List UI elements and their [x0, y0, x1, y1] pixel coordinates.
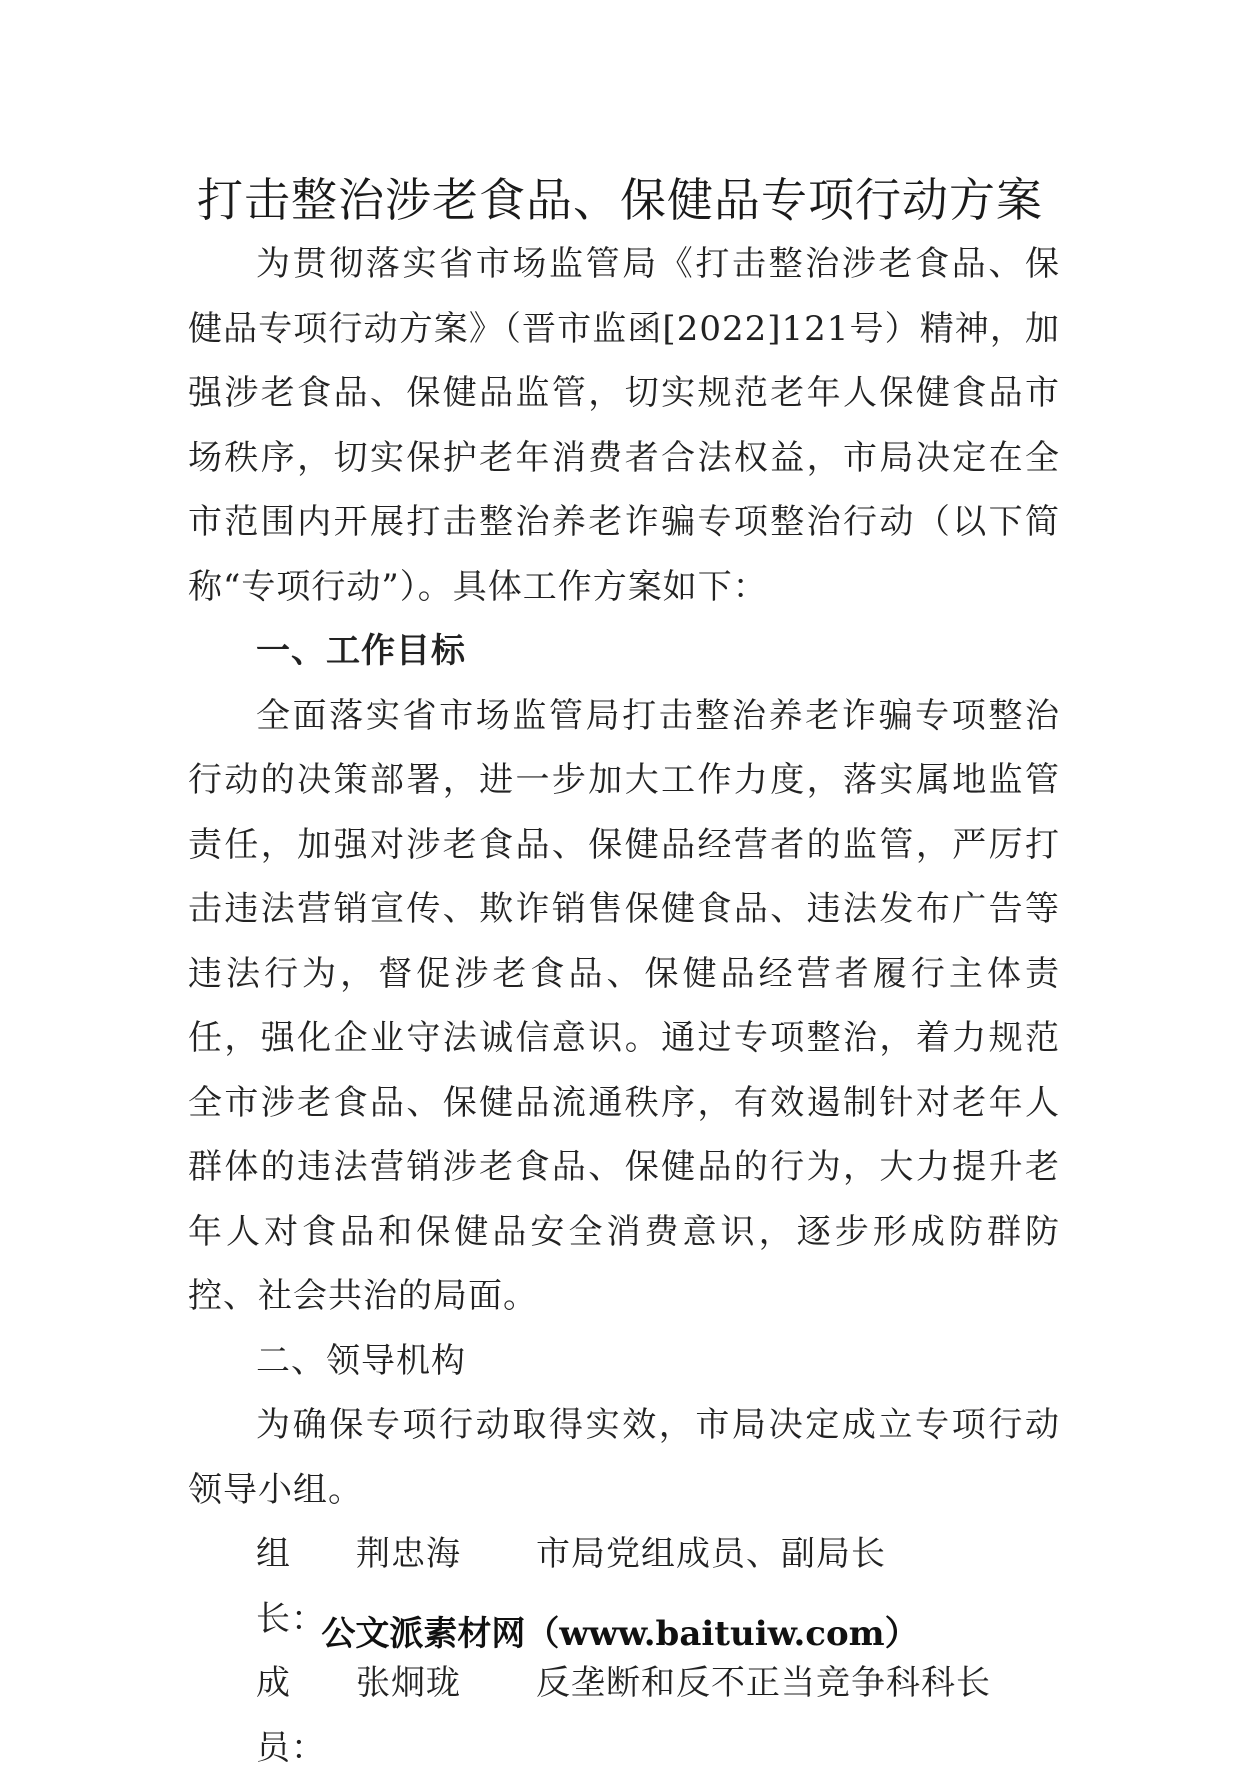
section-2-heading: 二、领导机构: [256, 1340, 466, 1381]
intro-paragraph: 为贯彻落实省市场监管局《打击整治涉老食品、保健品专项行动方案》（晋市监函[2022]121号）精神，加强涉老食品、保健品监管，切实规范老年人保健食品市场秩序，切实保护老年消费者合法权益，市局决定在全市范围内开展打击整治养老诈骗专项整治行动（以下简称“专项行动”）。具体工作方案如下：: [188, 244, 1060, 607]
member-row-member: [188, 1651, 1060, 1780]
member-title: 市局党组成员、副局长: [536, 1534, 886, 1574]
section-1-heading: 一、工作目标: [256, 631, 466, 671]
footer-watermark: 公文派素材网（www.baituiw.com）: [321, 1614, 919, 1654]
member-name: 张炯珑: [356, 1663, 461, 1703]
member-role: 成员：: [256, 1663, 326, 1768]
document-body: [188, 232, 1060, 1780]
section-1-paragraph: 全面落实省市场监管局打击整治养老诈骗专项整治行动的决策部署，进一步加大工作力度，落实属地监管责任，加强对涉老食品、保健品经营者的监管，严厉打击违法营销宣传、欺诈销售保健食品、违法发布广告等违法行为，督促涉老食品、保健品经营者履行主体责任，强化企业守法诚信意识。通过专项整治，着力规范全市涉老食品、保健品流通秩序，有效遏制针对老年人群体的违法营销涉老食品、保健品的行为，大力提升老年人对食品和保健品安全消费意识，逐步形成防群防控、社会共治的局面。: [188, 695, 1060, 1316]
member-name: 荆忠海: [356, 1534, 461, 1574]
section-2-paragraph: 为确保专项行动取得实效，市局决定成立专项行动领导小组。: [188, 1405, 1060, 1510]
document-title: 打击整治涉老食品、保健品专项行动方案: [197, 173, 1043, 227]
member-role: 组长：: [256, 1534, 326, 1639]
member-title: 反垄断和反不正当竞争科科长: [536, 1663, 991, 1703]
